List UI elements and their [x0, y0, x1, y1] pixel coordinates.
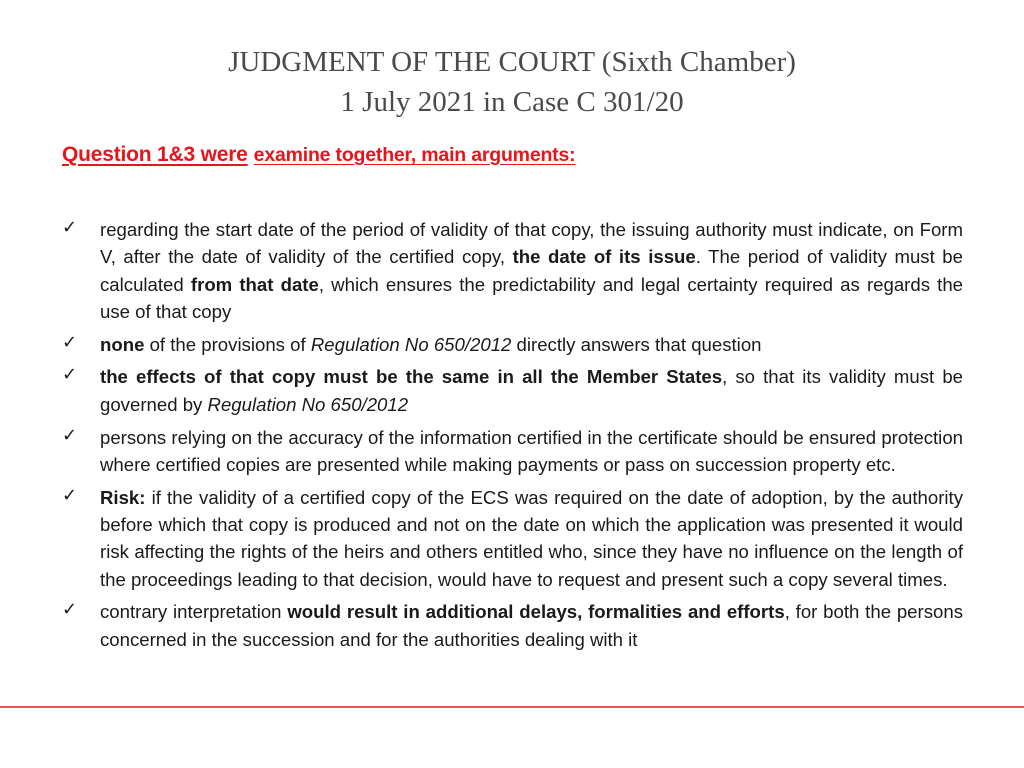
heading-part-2: examine together, main arguments:: [253, 144, 576, 166]
check-icon: ✓: [62, 484, 78, 506]
list-item: ✓ none of the provisions of Regulation No 650/2012 directly answers that question: [62, 331, 762, 355]
list-item: ✓ contrary interpretation would result in additional delays, formalities and efforts, for both the persons concerned in the succession and for the authorities dealing with it: [62, 599, 963, 650]
slide-title: [0, 42, 1024, 122]
check-icon: ✓: [62, 424, 78, 446]
check-icon: ✓: [62, 599, 78, 621]
check-icon: ✓: [62, 364, 78, 386]
list-item: ✓ regarding the start date of the period of validity of that copy, the issuing authority must indicate, on Form V, after the date of validity of the certified copy, the date of its issue. The period of validity must be calculated from that date, which ensures the predictability and legal certainty required as regards the use of that copy: [62, 217, 963, 322]
argument-list: [62, 216, 963, 658]
list-item: ✓ persons relying on the accuracy of the information certified in the certificate should be ensured protection where certified copies are presented while making payments or pass on succession property etc.: [62, 424, 963, 475]
list-item: ✓ Risk: if the validity of a certified copy of the ECS was required on the date of adoption, by the authority before which that copy is produced and not on the date on which the application was presented it would risk affecting the rights of the heirs and others entitled who, since they have no influence on the length of the proceedings leading to that decision, would have to request and present such a copy several times.: [62, 484, 963, 590]
bottom-divider: [0, 706, 1024, 708]
check-icon: ✓: [62, 331, 78, 353]
title-line-1: JUDGMENT OF THE COURT (Sixth Chamber): [228, 46, 796, 78]
title-line-2: 1 July 2021 in Case C 301/20: [340, 86, 684, 118]
list-item: ✓ the effects of that copy must be the same in all the Member States, so that its validity must be governed by Regulation No 650/2012: [62, 364, 964, 415]
heading-part-1: Question 1&3 were: [62, 143, 248, 166]
check-icon: ✓: [62, 217, 78, 238]
section-heading: [62, 143, 575, 167]
